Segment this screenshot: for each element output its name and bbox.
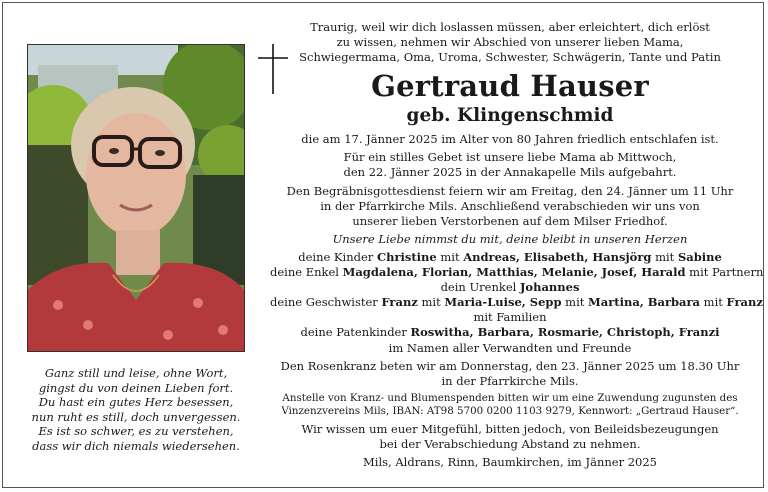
children-line: deine Kinder Christine mit Andreas, Elisabeth, Hansjörg mit Sabine — [298, 249, 722, 264]
grandchildren-line: deine Enkel Magdalena, Florian, Matthias, Melanie, Josef, Harald mit Partnern — [270, 265, 764, 280]
portrait-photo — [27, 44, 245, 352]
intro-line: zu wissen, nehmen wir Abschied von unserer lieben Mama, — [336, 35, 684, 50]
laid-out-line: den 22. Jänner 2025 in der Annakapelle Mils aufgebahrt. — [343, 165, 677, 180]
donation-line: Vinzenzvereins Mils, IBAN: AT98 5700 0200 1103 9279, Kennwort: „Gertraud Hauser“. — [281, 405, 739, 418]
birth-name: geb. Klingenschmid — [406, 105, 614, 127]
laid-out-line: Für ein stilles Gebet ist unsere liebe Mama ab Mittwoch, — [343, 150, 677, 165]
siblings-line: deine Geschwister Franz mit Maria-Luise, Sepp mit Martina, Barbara mit Franz — [270, 295, 763, 310]
intro-line: Schwiegermama, Oma, Uroma, Schwester, Schwägerin, Tante und Patin — [299, 50, 721, 65]
siblings-suffix: mit Familien — [473, 310, 547, 325]
great-grandchild-line: dein Urenkel Johannes — [440, 280, 580, 295]
intro-line: Traurig, weil wir dich loslassen müssen, aber erleichtert, dich erlöst — [310, 20, 710, 34]
deceased-name: Gertraud Hauser — [371, 69, 649, 104]
signature-line: Mils, Aldrans, Rinn, Baumkirchen, im Jänner 2025 — [363, 454, 657, 469]
poem-line: Es ist so schwer, es zu verstehen, — [38, 424, 234, 439]
poem-line: dass wir dich niemals wiedersehen. — [32, 438, 240, 453]
funeral-line: Den Begräbnisgottesdienst feiern wir am Freitag, den 24. Jänner um 11 Uhr — [286, 183, 734, 198]
rosary-line: in der Pfarrkirche Mils. — [441, 373, 579, 388]
funeral-line: in der Pfarrkirche Mils. Anschließend verabschieden wir uns von — [320, 198, 700, 213]
relatives-line: im Namen aller Verwandten und Freunde — [388, 340, 632, 355]
rosary-line: Den Rosenkranz beten wir am Donnerstag, den 23. Jänner 2025 um 18.30 Uhr — [280, 358, 740, 373]
poem-line: Ganz still und leise, ohne Wort, — [44, 366, 228, 380]
poem — [20, 366, 252, 454]
poem-line: Du hast ein gutes Herz besessen, — [38, 395, 234, 410]
notice-text — [270, 20, 764, 470]
death-line: die am 17. Jänner 2025 im Alter von 80 Jahren friedlich entschlafen ist. — [301, 132, 719, 147]
condolence-line: bei der Verabschiedung Abstand zu nehmen. — [379, 436, 641, 451]
funeral-line: unserer lieben Verstorbenen auf dem Milser Friedhof. — [352, 213, 668, 228]
godchildren-line: deine Patenkinder Roswitha, Barbara, Rosmarie, Christoph, Franzi — [300, 325, 720, 340]
condolence-line: Wir wissen um euer Mitgefühl, bitten jedoch, von Beileidsbezeugungen — [301, 421, 719, 436]
donation-line: Anstelle von Kranz- und Blumenspenden bitten wir um eine Zuwendung zugunsten des — [282, 391, 738, 404]
motto: Unsere Liebe nimmst du mit, deine bleibt in unseren Herzen — [332, 231, 688, 246]
poem-line: nun ruht es still, doch unvergessen. — [31, 409, 241, 424]
poem-line: gingst du von deinen Lieben fort. — [38, 380, 234, 395]
